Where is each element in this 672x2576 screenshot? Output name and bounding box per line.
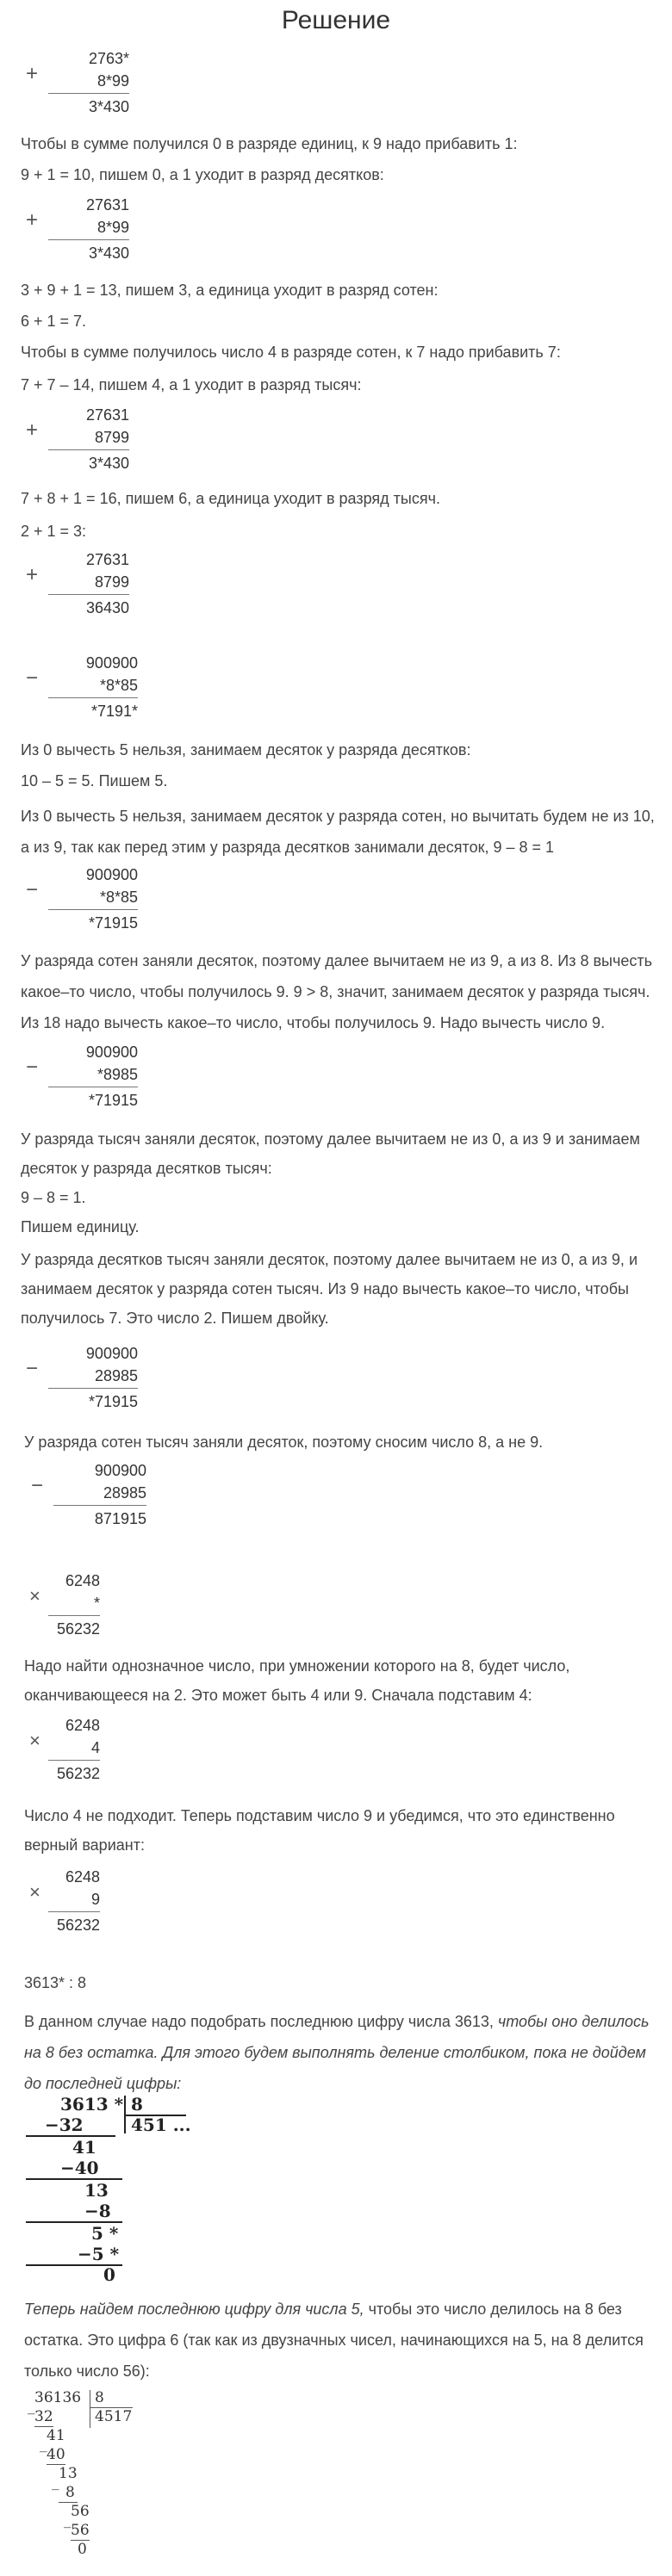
- text-d2-italic: Теперь найдем последнюю цифру для числа 5,: [24, 2300, 364, 2318]
- minus-sign: −: [26, 878, 39, 901]
- text-s8: У разряда десятков тысяч заняли десяток, поэтому далее вычитаем не из 0, а из 9, и занимаем десяток у разряда сотен тысяч. Из 9 надо вычесть какое–то число, чтобы получилось 7. Это число 2. Пишем двойку.: [21, 1251, 638, 1327]
- step-6: 56: [71, 2503, 90, 2520]
- multiplication-column-2: [29, 1715, 100, 1793]
- multiplicand: 6248: [65, 1868, 100, 1886]
- sum-result: 3*430: [88, 245, 129, 262]
- subtrahend: *8985: [96, 1066, 138, 1083]
- difference-line: [48, 1388, 138, 1389]
- text-s7: Пишем единицу.: [21, 1218, 140, 1235]
- addition-column-4: [26, 549, 129, 627]
- text-d1-normal: В данном случае надо подобрать последнюю цифру числа 3613,: [24, 2013, 498, 2030]
- long-division-1: [24, 2094, 196, 2283]
- text-s5: У разряда тысяч заняли десяток, поэтому далее вычитаем не из 0, а из 9 и занимаем десяток у разряда десятков тысяч:: [21, 1130, 640, 1177]
- text-a3: 3 + 9 + 1 = 13, пишем 3, а единица уходит в разряд сотен:: [21, 282, 439, 299]
- text-d2: [24, 2294, 662, 2387]
- sum-result: 3*430: [88, 98, 129, 115]
- subtraction-column-5: [31, 1460, 146, 1538]
- addend-1: 27631: [85, 406, 129, 424]
- addition-column-1: [26, 48, 129, 126]
- product-line: [48, 1911, 100, 1912]
- minus-sign: −: [26, 666, 39, 690]
- addend-2: 8799: [94, 573, 129, 591]
- text-d1: [24, 2006, 662, 2099]
- addition-column-2: [26, 195, 129, 272]
- text-a7: 7 + 8 + 1 = 16, пишем 6, а единица уходит в разряд тысяч.: [21, 490, 440, 507]
- minuend: 900900: [85, 1043, 138, 1061]
- sum-line: [48, 594, 129, 595]
- difference: *71915: [88, 914, 138, 932]
- plus-sign: +: [26, 208, 39, 232]
- text-d0: 3613* : 8: [24, 1974, 87, 1991]
- difference: 871915: [94, 1510, 146, 1527]
- product: 56232: [56, 1620, 100, 1638]
- text-s2: 10 – 5 = 5. Пишем 5.: [21, 772, 168, 790]
- plus-sign: +: [26, 418, 39, 442]
- step-2: 41: [72, 2137, 96, 2158]
- step-4: 13: [59, 2465, 78, 2482]
- text-s6: 9 – 8 = 1.: [21, 1189, 86, 1206]
- text-s9: У разряда сотен тысяч заняли десяток, поэтому сносим число 8, а не 9.: [24, 1434, 544, 1451]
- step-8: 0: [78, 2541, 87, 2558]
- sum-line: [48, 93, 129, 94]
- minus-sign-4: _: [64, 2511, 72, 2529]
- sum-line: [48, 449, 129, 450]
- minuend: 900900: [94, 1462, 146, 1479]
- subtraction-column-1: [26, 653, 138, 730]
- minus-sign-1: _: [28, 2398, 35, 2415]
- difference-line: [48, 909, 138, 910]
- text-a8: 2 + 1 = 3:: [21, 523, 87, 540]
- multiplier: 4: [90, 1739, 100, 1756]
- minuend: 900900: [85, 654, 138, 672]
- text-m1: Надо найти однозначное число, при умножении которого на 8, будет число, оканчивающееся на 2. Это может быть 4 или 9. Сначала подставим 4:: [24, 1657, 570, 1704]
- step-7: −5 *: [78, 2244, 120, 2264]
- addend-2: 8*99: [96, 72, 129, 90]
- addend-1: 27631: [85, 551, 129, 568]
- multiplication-column-1: [29, 1570, 100, 1648]
- minus-sign-3: _: [52, 2474, 59, 2491]
- text-a5: Чтобы в сумме получилось число 4 в разряде сотен, к 7 надо прибавить 7:: [21, 344, 561, 361]
- step-6: 5 *: [91, 2223, 119, 2244]
- difference: *7191*: [90, 703, 138, 720]
- text-a4: 6 + 1 = 7.: [21, 313, 87, 330]
- product-line: [48, 1615, 100, 1616]
- subtraction-column-4: [26, 1343, 138, 1421]
- text-a6: 7 + 7 – 14, пишем 4, а 1 уходит в разряд тысяч:: [21, 376, 362, 393]
- step-2: 41: [47, 2427, 65, 2444]
- text-s4: У разряда сотен заняли десяток, поэтому далее вычитаем не из 9, а из 8. Из 8 вычесть какое–то число, чтобы получилось 9. 9 > 8, значит, занимаем десяток у разряда тысяч. Из 18 надо вычесть какое–то число, чтобы получилось 9. Надо вычесть число 9.: [21, 952, 652, 1031]
- sum-result: 3*430: [88, 455, 129, 472]
- multiplicand: 6248: [65, 1572, 100, 1589]
- plus-sign: +: [26, 563, 39, 586]
- step-4: 13: [84, 2180, 109, 2201]
- times-sign: ×: [29, 1881, 40, 1903]
- step-1: 32: [34, 2408, 53, 2425]
- step-5: −8: [84, 2201, 111, 2221]
- multiplier: *: [93, 1595, 100, 1612]
- subtrahend: *8*85: [99, 677, 138, 694]
- dividend: 36136: [34, 2389, 82, 2406]
- text-d1-italic: чтобы оно делилось на 8 без остатка. Для этого будем выполнять деление столбиком, пока не дойдем до последней цифры:: [24, 2013, 650, 2092]
- multiplicand: 6248: [65, 1717, 100, 1734]
- sum-result: 36430: [85, 599, 129, 616]
- subtrahend: *8*85: [99, 889, 138, 906]
- difference-line: [48, 697, 138, 698]
- addend-2: 8799: [94, 429, 129, 446]
- minuend: 900900: [85, 1345, 138, 1362]
- step-7: 56: [71, 2522, 90, 2539]
- minus-sign-2: _: [40, 2436, 47, 2453]
- quotient: 4517: [95, 2408, 133, 2425]
- quotient: 451 ...: [131, 2115, 191, 2135]
- minuend: 900900: [85, 866, 138, 883]
- subtrahend: 28985: [103, 1484, 146, 1502]
- addend-2: 8*99: [96, 219, 129, 236]
- minus-sign: −: [26, 1357, 39, 1380]
- minus-sign: −: [26, 1056, 39, 1079]
- multiplier: 9: [90, 1891, 100, 1908]
- text-s1: Из 0 вычесть 5 нельзя, занимаем десяток у разряда десятков:: [21, 741, 471, 759]
- product: 56232: [56, 1917, 100, 1934]
- subtrahend: 28985: [94, 1367, 138, 1384]
- long-division-2: [26, 2388, 164, 2569]
- dividend: 3613 *: [60, 2094, 124, 2115]
- addend-1: 27631: [85, 196, 129, 214]
- text-d2-normal: чтобы это число делилось на 8 без остатка. Это цифра 6 (так как из двузначных чисел, начинающихся на 5, на 8 делится только число 56):: [24, 2300, 644, 2380]
- page-title: Решение: [281, 6, 391, 34]
- step-1: −32: [45, 2115, 84, 2135]
- product-line: [48, 1760, 100, 1761]
- step-8: 0: [103, 2264, 115, 2285]
- step-3: −40: [60, 2158, 99, 2178]
- subtraction-column-3: [26, 1042, 138, 1119]
- text-a1: Чтобы в сумме получился 0 в разряде единиц, к 9 надо прибавить 1:: [21, 135, 518, 152]
- text-a2: 9 + 1 = 10, пишем 0, а 1 уходит в разряд десятков:: [21, 166, 384, 183]
- times-sign: ×: [29, 1585, 40, 1607]
- step-5: 8: [65, 2484, 75, 2501]
- text-m2: Число 4 не подходит. Теперь подставим число 9 и убедимся, что это единственно верный вариант:: [24, 1807, 615, 1854]
- step-3: 40: [47, 2446, 65, 2463]
- plus-sign: +: [26, 62, 39, 85]
- multiplication-column-3: [29, 1867, 100, 1944]
- times-sign: ×: [29, 1730, 40, 1751]
- text-s3: Из 0 вычесть 5 нельзя, занимаем десяток у разряда сотен, но вычитать будем не из 10, а из 9, так как перед этим у разряда десятков занимали десяток, 9 – 8 = 1: [21, 808, 655, 856]
- minus-sign: −: [31, 1474, 44, 1497]
- divisor: 8: [131, 2094, 143, 2115]
- subtraction-column-2: [26, 864, 138, 942]
- sum-line: [48, 239, 129, 240]
- difference: *71915: [88, 1092, 138, 1109]
- addend-1: 2763*: [88, 50, 129, 67]
- addition-column-3: [26, 405, 129, 482]
- product: 56232: [56, 1765, 100, 1782]
- difference: *71915: [88, 1393, 138, 1410]
- divisor: 8: [95, 2389, 104, 2406]
- difference-line: [53, 1505, 146, 1506]
